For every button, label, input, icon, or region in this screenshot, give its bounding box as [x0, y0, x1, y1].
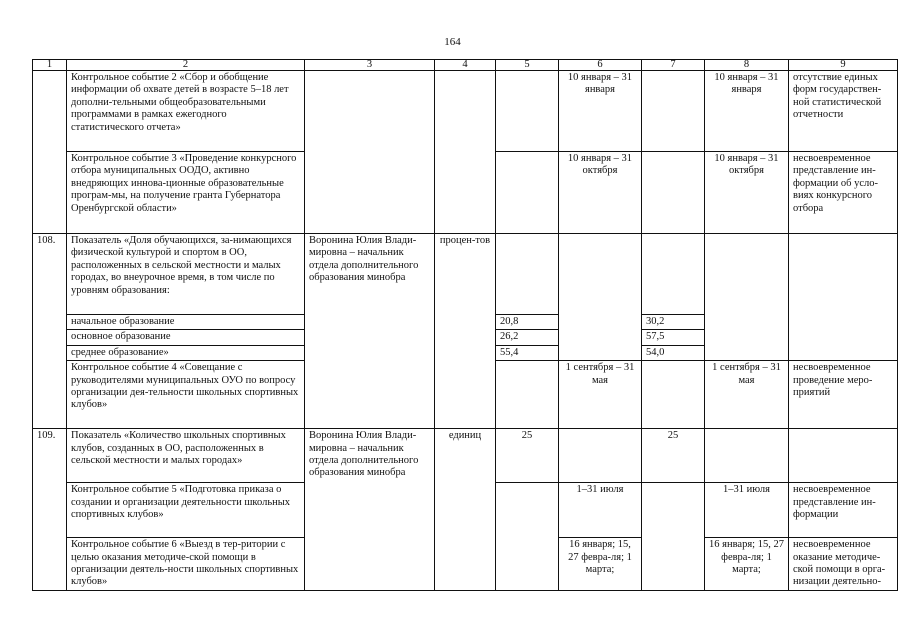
value-cell: 20,8: [496, 315, 559, 330]
date-cell: [559, 234, 642, 361]
header-cell: 1: [33, 60, 67, 71]
table-row: [33, 234, 898, 315]
row-number-cell: 108.: [33, 234, 67, 429]
date-cell: [705, 234, 789, 361]
row-number-cell: 109.: [33, 429, 67, 591]
header-row: [33, 60, 898, 71]
header-cell: 5: [496, 60, 559, 71]
header-cell: 2: [67, 60, 305, 71]
description-cell: основное образование: [67, 330, 305, 345]
value-cell: 25: [642, 429, 705, 483]
value-cell: [496, 71, 559, 152]
header-cell: 7: [642, 60, 705, 71]
header-cell: 4: [435, 60, 496, 71]
page-number: 164: [444, 36, 461, 48]
date-cell: 1–31 июля: [559, 483, 642, 538]
value-cell: 54,0: [642, 345, 705, 360]
date-cell: 10 января – 31 октября: [559, 152, 642, 234]
value-cell: [642, 71, 705, 152]
date-cell: 10 января – 31 января: [559, 71, 642, 152]
date-cell: [705, 429, 789, 483]
row-number-cell: [33, 71, 67, 234]
table-row: [33, 71, 898, 152]
header-cell: 8: [705, 60, 789, 71]
value-cell: [642, 361, 705, 429]
value-cell: [642, 152, 705, 234]
description-cell: Показатель «Количество школьных спортивных клубов, созданных в ОО, расположенных в сельской местности и малых городах»: [67, 429, 305, 483]
unit-cell: процен-тов: [435, 234, 496, 429]
responsible-cell: [305, 71, 435, 234]
description-cell: Контрольное событие 6 «Выезд в тер-ритории с целью оказания методиче-ской помощи в организации деятель-ности школьных спортивных клубов»: [67, 538, 305, 591]
description-cell: Показатель «Доля обучающихся, за-нимающихся физической культурой и спортом в ОО, расположенных в сельской местности и малых городах, во внеурочное время, в том числе по уровням образования:: [67, 234, 305, 315]
value-cell: 26,2: [496, 330, 559, 345]
date-cell: 16 января; 15, 27 февра-ля; 1 марта;: [559, 538, 642, 591]
value-cell: [496, 361, 559, 429]
value-cell: 57,5: [642, 330, 705, 345]
risk-cell: несвоевременное проведение меро-приятий: [789, 361, 898, 429]
header-cell: 6: [559, 60, 642, 71]
risk-cell: [789, 429, 898, 483]
description-cell: Контрольное событие 2 «Сбор и обобщение информации об охвате детей в возрасте 5–18 лет дополни-тельными общеобразовательными программами в рамках ежегодного статистического отчета»: [67, 71, 305, 152]
unit-cell: единиц: [435, 429, 496, 591]
value-cell: [496, 483, 559, 591]
value-cell: [496, 152, 559, 234]
responsible-cell: Воронина Юлия Влади-мировна – начальник отдела дополнительного образования минобра: [305, 234, 435, 429]
unit-cell: [435, 71, 496, 234]
value-cell: [642, 483, 705, 591]
table-row: [33, 429, 898, 483]
risk-cell: отсутствие единых форм государствен-ной статистической отчетности: [789, 71, 898, 152]
description-cell: Контрольное событие 3 «Проведение конкурсного отбора муниципальных ООДО, активно внедряющих иннова-ционные образовательные програм-мы, на получение гранта Губернатора Оренбургской области»: [67, 152, 305, 234]
description-cell: Контрольное событие 5 «Подготовка приказа о создании и организации деятельности школьных спортивных клубов»: [67, 483, 305, 538]
description-cell: начальное образование: [67, 315, 305, 330]
value-cell: 30,2: [642, 315, 705, 330]
risk-cell: несвоевременное представление ин-формации об усло-виях конкурсного отбора: [789, 152, 898, 234]
description-cell: Контрольное событие 4 «Совещание с руководителями муниципальных ОУО по вопросу организации дея-тельности школьных спортивных клубов»: [67, 361, 305, 429]
date-cell: 16 января; 15, 27 февра-ля; 1 марта;: [705, 538, 789, 591]
value-cell: 55,4: [496, 345, 559, 360]
header-cell: 9: [789, 60, 898, 71]
value-cell: 25: [496, 429, 559, 483]
date-cell: 10 января – 31 октября: [705, 152, 789, 234]
header-cell: 3: [305, 60, 435, 71]
description-cell: среднее образование»: [67, 345, 305, 360]
value-cell: [642, 234, 705, 315]
responsible-cell: Воронина Юлия Влади-мировна – начальник отдела дополнительного образования минобра: [305, 429, 435, 591]
risk-cell: несвоевременное представление ин-формации: [789, 483, 898, 538]
risk-cell: несвоевременное оказание методиче-ской помощи в орга-низации деятельно-: [789, 538, 898, 591]
risk-cell: [789, 234, 898, 361]
date-cell: 1 сентября – 31 мая: [705, 361, 789, 429]
date-cell: 10 января – 31 января: [705, 71, 789, 152]
plan-table: [32, 59, 898, 591]
date-cell: 1–31 июля: [705, 483, 789, 538]
date-cell: [559, 429, 642, 483]
value-cell: [496, 234, 559, 315]
date-cell: 1 сентября – 31 мая: [559, 361, 642, 429]
